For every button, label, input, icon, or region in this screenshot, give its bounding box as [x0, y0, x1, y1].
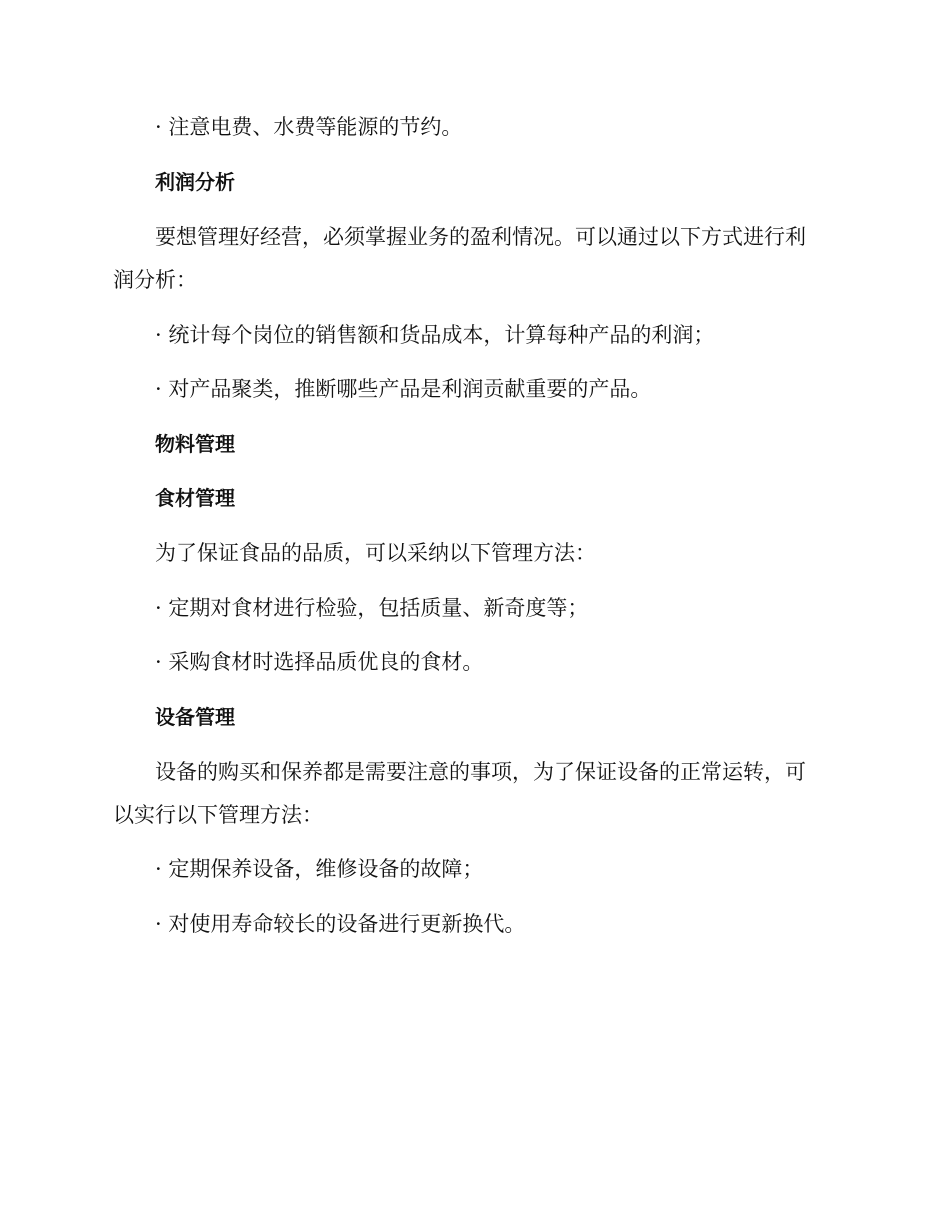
- equipment-bullet-2: · 对使用寿命较长的设备进行更新换代。: [155, 912, 526, 936]
- equipment-intro-line2: 以实行以下管理方法：: [113, 803, 323, 827]
- heading-food-management: 食材管理: [155, 486, 235, 510]
- profit-bullet-1: · 统计每个岗位的销售额和货品成本，计算每种产品的利润；: [155, 323, 715, 347]
- heading-equipment-management: 设备管理: [155, 705, 235, 729]
- food-bullet-1: · 定期对食材进行检验，包括质量、新奇度等；: [155, 596, 589, 620]
- profit-bullet-2: · 对产品聚类，推断哪些产品是利润贡献重要的产品。: [155, 377, 652, 401]
- profit-intro-line1: 要想管理好经营，必须掌握业务的盈利情况。可以通过以下方式进行利: [155, 225, 806, 249]
- food-bullet-2: · 采购食材时选择品质优良的食材。: [155, 650, 484, 674]
- heading-profit-analysis: 利润分析: [155, 170, 235, 194]
- equipment-intro-line1: 设备的购买和保养都是需要注意的事项，为了保证设备的正常运转，可: [155, 760, 806, 784]
- equipment-bullet-1: · 定期保养设备，维修设备的故障；: [155, 857, 484, 881]
- heading-materials-management: 物料管理: [155, 432, 235, 456]
- profit-intro-line2: 润分析：: [113, 268, 197, 292]
- bullet-energy-saving: · 注意电费、水费等能源的节约。: [155, 115, 463, 139]
- food-intro: 为了保证食品的品质，可以采纳以下管理方法：: [155, 541, 596, 565]
